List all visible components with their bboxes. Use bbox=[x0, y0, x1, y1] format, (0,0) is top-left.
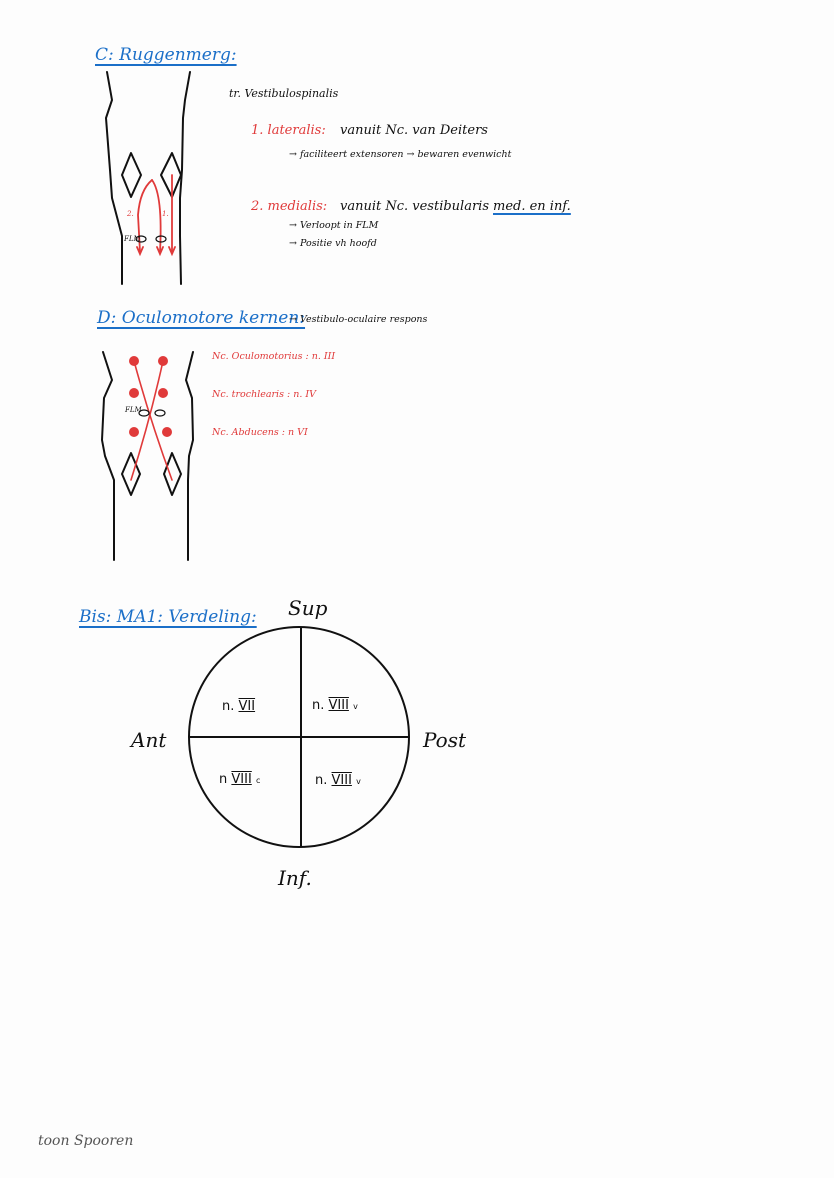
quadrant-circle bbox=[189, 627, 409, 847]
quadrant-tr-num: VIII bbox=[328, 698, 349, 713]
item1-label: 1. lateralis: bbox=[251, 123, 326, 138]
item2-sub2: → Positie vh hoofd bbox=[289, 238, 377, 249]
quadrant-bl-prefix: n bbox=[219, 772, 228, 787]
section-c-heading: C: Ruggenmerg: bbox=[95, 45, 237, 65]
direction-ant: Ant bbox=[131, 728, 167, 752]
flm-ellipses-d bbox=[139, 410, 165, 416]
quadrant-bottom-left bbox=[219, 773, 260, 786]
nucleus-oculomotorius: Nc. Oculomotorius : n. III bbox=[212, 351, 336, 362]
quadrant-tl-num: VII bbox=[238, 699, 256, 714]
quadrant-bl-sub: c bbox=[255, 776, 261, 785]
direction-sup: Sup bbox=[288, 596, 328, 620]
left-diamond bbox=[122, 153, 141, 197]
item2-underlined: med. en inf. bbox=[493, 199, 571, 214]
direction-post: Post bbox=[423, 728, 466, 752]
item2-sub1: → Verloopt in FLM bbox=[289, 220, 379, 231]
nuclei-connections bbox=[131, 361, 172, 480]
section-bis-heading: Bis: MA1: Verdeling: bbox=[79, 607, 257, 627]
quadrant-tr-sub: v bbox=[353, 702, 358, 711]
tract-name: tr. Vestibulospinalis bbox=[229, 87, 339, 100]
author-signature: toon Spooren bbox=[38, 1133, 134, 1149]
quadrant-top-right bbox=[312, 699, 358, 712]
brainstem-diagram bbox=[102, 352, 193, 560]
quadrant-tl-prefix: n. bbox=[222, 699, 235, 714]
item1-sub: → faciliteert extensoren → bewaren evenwicht bbox=[289, 149, 512, 160]
diagram-label-1: 1. bbox=[162, 210, 169, 218]
spinal-cord-diagram bbox=[106, 72, 190, 284]
quadrant-bottom-right bbox=[315, 774, 361, 787]
diagram-label-flm-d: FLM bbox=[125, 406, 142, 414]
item2-label: 2. medialis: bbox=[251, 199, 328, 214]
quadrant-br-sub: v bbox=[356, 777, 361, 786]
diagram-label-flm: FLM bbox=[124, 235, 141, 243]
item1-text: vanuit Nc. van Deiters bbox=[340, 123, 488, 138]
quadrant-bl-num: VIII bbox=[231, 772, 252, 787]
section-d-note: → Vestibulo-oculaire respons bbox=[289, 314, 428, 325]
quadrant-br-prefix: n. bbox=[315, 773, 328, 788]
diagram-label-2: 2. bbox=[127, 210, 134, 218]
direction-inf: Inf. bbox=[278, 866, 312, 890]
quadrant-br-num: VIII bbox=[331, 773, 352, 788]
nucleus-abducens: Nc. Abducens : n VI bbox=[212, 427, 308, 438]
nucleus-trochlearis: Nc. trochlearis : n. IV bbox=[212, 389, 316, 400]
right-diamond bbox=[161, 153, 181, 197]
quadrant-tr-prefix: n. bbox=[312, 698, 325, 713]
right-diamond-d bbox=[164, 453, 181, 495]
item2-text: vanuit Nc. vestibularis bbox=[340, 199, 490, 214]
quadrant-top-left bbox=[222, 700, 255, 713]
section-d-heading: D: Oculomotore kernen: bbox=[97, 308, 306, 328]
